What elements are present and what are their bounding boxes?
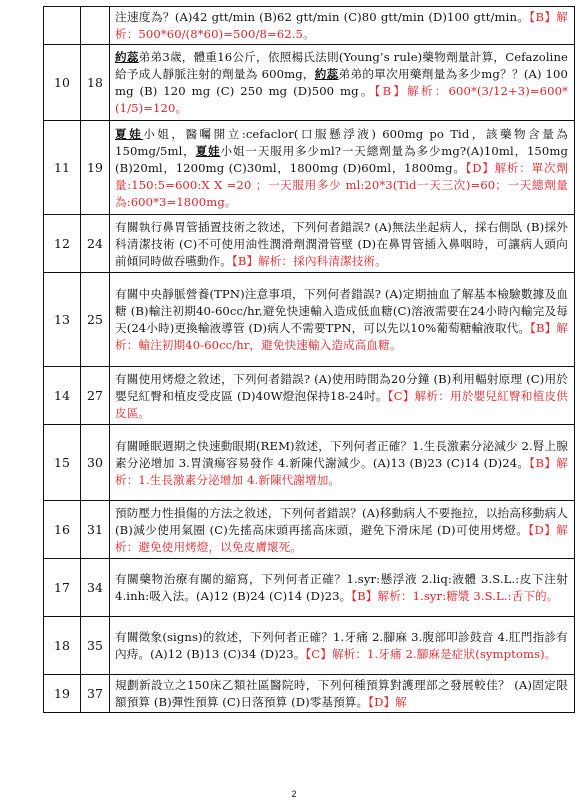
question-content: [110, 45, 575, 121]
question-content: [110, 425, 575, 501]
name-keyword: 夏娃: [115, 126, 144, 141]
question-number: 30: [81, 425, 110, 501]
question-number: 19: [81, 121, 110, 215]
row-number: 11: [44, 121, 81, 215]
question-content: [110, 617, 575, 675]
answer-explanation: 【B】解析：600*(3/12+3)=600*(1/5)=120。: [115, 84, 568, 115]
question-text: 有關睡眠週期之快速動眼期(REM)敘述，下列何者正確？1.生長激素分泌減少 2.腎上腺素分泌增加 3.胃潰瘍容易發作 4.新陳代謝減少。(A)13 (B)23 (C)14 (D)24。: [115, 438, 568, 470]
answer-explanation: 【B】解析：1.生長激素分泌增加 4.新陳代謝增加。: [115, 455, 568, 487]
question-content: [110, 501, 575, 559]
row-number: 18: [44, 617, 81, 675]
answer-explanation: 【B】解析：500*60/(8*60)=500/8=62.5。: [115, 10, 569, 41]
question-content: [110, 121, 575, 215]
question-table: [43, 6, 575, 713]
row-number: 16: [44, 501, 81, 559]
answer-explanation: 【D】解析：單次劑量:150:5=600:X X =20 ；一天服用多少 ml:20*3(Tid一天三次)=60；一天總劑量為:600*3=1800mg。: [115, 160, 568, 209]
name-keyword: 夏娃: [195, 143, 221, 158]
question-content: [110, 675, 575, 713]
question-row: [44, 215, 575, 273]
question-text: 注速度為？(A)42 gtt/min (B)62 gtt/min (C)80 gtt/min (D)100 gtt/min。: [115, 10, 530, 24]
question-number: 34: [81, 559, 110, 617]
question-row: [44, 367, 575, 425]
question-row: [44, 425, 575, 501]
answer-explanation: 【C】解析：1.牙痛 2.腳麻是症狀(symptoms)。: [305, 647, 557, 661]
row-number: 13: [44, 273, 81, 367]
question-number: 37: [81, 675, 110, 713]
answer-explanation: 【B】解析：輸注初期40-60cc/hr，避免快速輸入造成高血糖。: [115, 321, 569, 352]
question-number: 25: [81, 273, 110, 367]
question-content: [110, 559, 575, 617]
question-number: 35: [81, 617, 110, 675]
row-number: 19: [44, 675, 81, 713]
question-row: [44, 559, 575, 617]
question-row: [44, 501, 575, 559]
answer-explanation: 【C】解析：用於嬰兒紅臀和植皮供皮區。: [115, 388, 568, 420]
question-text: 弟弟的單次用藥劑量為多少mg？？(A) 100 mg (B) 120 mg (C) 250 mg (D)500 mg。: [115, 67, 568, 98]
row-number: 14: [44, 367, 81, 425]
answer-explanation: 【B】解析：1.syr:糖漿 3.S.L.:舌下的。: [351, 589, 559, 603]
question-text: 小姐，醫囑開立:cefaclor(口服懸浮液) 600mg po Tid，該藥物含量為150mg/5ml，: [115, 126, 568, 158]
question-row: [44, 273, 575, 367]
question-content: [110, 7, 575, 45]
question-number: [81, 7, 110, 45]
answer-explanation: 【B】解析：採內科清潔技術。: [231, 253, 387, 268]
question-text: 有關使用烤燈之敘述，下列何者錯誤? (A)使用時間為20分鐘 (B)利用輻射原理 (C)用於嬰兒紅臀和植皮受皮區 (D)40W燈泡保持18-24吋。: [115, 371, 568, 403]
question-content: [110, 273, 575, 367]
question-text: 有關藥物治療有關的縮寫，下列何者正確？1.syr:懸浮液 2.liq:液體 3.S.L.:皮下注射 4.inh:吸入法。(A)12 (B)24 (C)14 (D)23。: [115, 572, 568, 603]
question-text: 弟弟3歲，體重16公斤，依照楊氏法則(Young’s rule)藥物劑量計算，Cefazoline 給予成人靜脈注射的劑量為 600mg，: [115, 50, 568, 81]
name-keyword: 約蕊: [314, 67, 339, 81]
name-keyword: 約蕊: [115, 50, 139, 64]
question-number: 24: [81, 215, 110, 273]
answer-explanation: 【D】解: [368, 695, 407, 709]
question-content: [110, 215, 575, 273]
row-number: 10: [44, 45, 81, 121]
page-number: 2: [291, 789, 297, 799]
row-number: [44, 7, 81, 45]
question-number: 31: [81, 501, 110, 559]
question-text: 有關徵象(signs)的敘述，下列何者正確？1.牙痛 2.腳麻 3.腹部叩診鼓音 4.肛門指診有內痔。(A)12 (B)13 (C)34 (D)23。: [115, 630, 568, 661]
row-number: 17: [44, 559, 81, 617]
question-row: [44, 617, 575, 675]
question-text: 小姐一天服用多少ml?一天總劑量為多少mg?(A)10ml，150mg (B)20ml，1200mg (C)30ml，1800mg (D)60ml，1800mg。: [115, 143, 568, 175]
question-text: 預防壓力性損傷的方法之敘述，下列何者錯誤？(A)移動病人不要拖拉，以抬高移動病人 (B)減少使用氣圈 (C)先搖高床頭再搖高床頭，避免下滑床尾 (D)可使用烤燈。: [115, 505, 568, 537]
question-table-body: [44, 7, 575, 713]
question-row: [44, 675, 575, 713]
question-row: [44, 7, 575, 45]
question-row: [44, 45, 575, 121]
row-number: 12: [44, 215, 81, 273]
question-content: [110, 367, 575, 425]
question-number: 27: [81, 367, 110, 425]
question-text: 有關中央靜脈營養(TPN)注意事項，下列何者錯誤? (A)定期抽血了解基本檢驗數據及血糖 (B)輸注初期40-60cc/hr,避免快速輸入造成低血糖(C)溶液需要在24小時內輸完及每天(24小時)更換輸液導管 (D)病人不需要TPN，可以先以10%葡萄糖輸液取代。: [115, 287, 568, 335]
question-text: 規劃新設立之150床乙類社區醫院時，下列何種預算對護理部之發展較佳？ (A)固定限額預算 (B)彈性預算 (C)日落預算 (D)零基預算。: [115, 678, 568, 709]
question-text: 有關執行鼻胃管插置技術之敘述，下列何者錯誤? (A)無法坐起病人，採右側臥 (B)採外科清潔技術 (C)不可使用油性潤滑劑潤滑管壁 (D)在鼻胃管插入鼻咽時，可讓病人頭向前傾同時做吞嚥動作。: [115, 219, 568, 268]
row-number: 15: [44, 425, 81, 501]
question-row: [44, 121, 575, 215]
answer-explanation: 【D】解析：避免使用烤燈，以免皮膚壞死。: [115, 522, 568, 554]
question-number: 18: [81, 45, 110, 121]
